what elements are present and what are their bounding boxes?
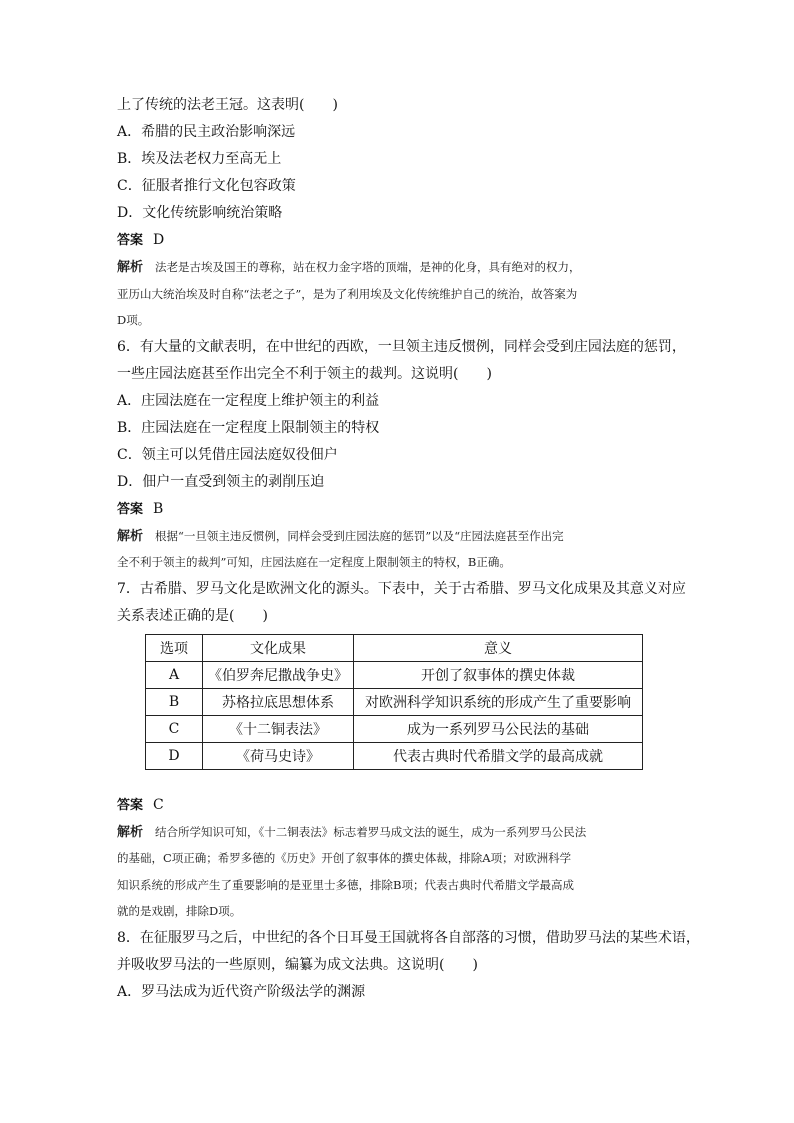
answer-label: 答案 — [117, 501, 144, 517]
answer-label: 答案 — [117, 233, 144, 248]
answer-value: C — [153, 796, 164, 813]
table-header-cell: 意义 — [354, 634, 643, 661]
q7-explanation-line: 就的是戏剧，排除D项。 — [117, 904, 242, 918]
table-cell: 对欧洲科学知识系统的形成产生了重要影响 — [354, 688, 643, 715]
explanation-label: 解析 — [117, 528, 144, 544]
table-cell: A — [146, 661, 203, 688]
answer-label: 答案 — [117, 797, 144, 813]
q7-stem-line: 关系表述正确的是( ) — [117, 607, 268, 624]
q6-answer — [117, 496, 679, 523]
table-cell: 苏格拉底思想体系 — [203, 688, 354, 715]
q7-explanation-line: 知识系统的形成产生了重要影响的是亚里士多德，排除B项；代表古典时代希腊文学最高成 — [117, 877, 574, 892]
q5-option-b: B．埃及法老权力至高无上 — [117, 151, 282, 167]
table-row — [146, 661, 643, 688]
table-cell: D — [146, 742, 203, 769]
table-header-row — [146, 634, 643, 661]
q6-option-d: D．佃户一直受到领主的剥削压迫 — [117, 473, 325, 490]
q7-explanation-line: 的基础，C项正确；希罗多德的《历史》开创了叙事体的撰史体裁，排除A项；对欧洲科学 — [117, 851, 572, 865]
q5-explanation-line: 亚历山大统治埃及时自称“法老之子”，是为了利用埃及文化传统维护自己的统治，故答案为 — [117, 286, 578, 301]
table-cell: C — [146, 715, 203, 742]
table-cell: 代表古典时代希腊文学的最高成就 — [354, 742, 643, 769]
q6-option-a: A．庄园法庭在一定程度上维护领主的利益 — [117, 392, 380, 409]
q7-explanation-line: 解析 结合所学知识可知，《十二铜表法》标志着罗马成文法的诞生，成为一系列罗马公民法 — [117, 824, 587, 840]
table-header-cell: 文化成果 — [203, 634, 354, 661]
q7-table — [145, 634, 643, 770]
q5-answer — [117, 227, 679, 254]
q6-option-c: C．领主可以凭借庄园法庭奴役佃户 — [117, 446, 338, 463]
explanation-label: 解析 — [117, 260, 144, 275]
q5-explanation-line: 解析 法老是古埃及国王的尊称，站在权力金字塔的顶端，是神的化身，具有绝对的权力， — [117, 260, 581, 275]
q7-stem-line: 7．古希腊、罗马文化是欧洲文化的源头。下表中，关于古希腊、罗马文化成果及其意义对应 — [117, 580, 686, 597]
table-cell: 《十二铜表法》 — [203, 715, 354, 742]
table-cell: B — [146, 688, 203, 715]
q6-stem-line: 一些庄园法庭甚至作出完全不利于领主的裁判。这说明( ) — [117, 365, 492, 382]
q6-explanation-line: 解析 根据“一旦领主违反惯例，同样会受到庄园法庭的惩罚”以及“庄园法庭甚至作出完 — [117, 528, 564, 544]
q8-stem-line: 并吸收罗马法的一些原则，编纂为成文法典。这说明( ) — [117, 956, 478, 973]
table-row — [146, 742, 643, 769]
q6-explanation-line: 全不利于领主的裁判”可知，庄园法庭在一定程度上限制领主的特权，B正确。 — [117, 555, 511, 569]
q5-option-d: D．文化传统影响统治策略 — [117, 205, 283, 221]
q6-stem-line: 6．有大量的文献表明，在中世纪的西欧，一旦领主违反惯例，同样会受到庄园法庭的惩罚， — [117, 338, 686, 355]
table-row — [146, 688, 643, 715]
q7-answer — [117, 792, 679, 819]
q6-option-b: B．庄园法庭在一定程度上限制领主的特权 — [117, 419, 380, 436]
document-page — [117, 92, 700, 1006]
answer-value: B — [153, 500, 164, 517]
answer-value: D — [153, 232, 165, 248]
table-cell: 开创了叙事体的撰史体裁 — [354, 661, 643, 688]
q5-stem-tail: 上了传统的法老王冠。这表明( ) — [117, 97, 338, 113]
q5-explanation-line: D项。 — [117, 313, 150, 327]
explanation-label: 解析 — [117, 824, 144, 840]
q8-stem-line: 8．在征服罗马之后，中世纪的各个日耳曼王国就将各自部落的习惯，借助罗马法的某些术语， — [117, 929, 700, 946]
table-cell: 成为一系列罗马公民法的基础 — [354, 715, 643, 742]
table-cell: 《伯罗奔尼撒战争史》 — [203, 661, 354, 688]
q8-option-a: A．罗马法成为近代资产阶级法学的渊源 — [117, 983, 366, 1000]
table-header-cell: 选项 — [146, 634, 203, 661]
q5-option-c: C．征服者推行文化包容政策 — [117, 178, 296, 194]
table-cell: 《荷马史诗》 — [203, 742, 354, 769]
table-row — [146, 715, 643, 742]
q5-option-a: A．希腊的民主政治影响深远 — [117, 124, 296, 140]
